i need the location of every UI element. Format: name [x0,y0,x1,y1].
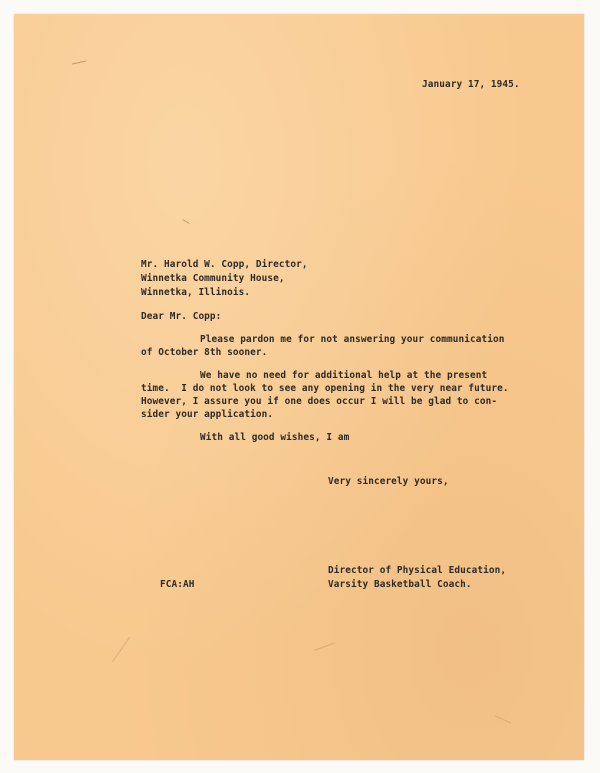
paragraph-2-line-1: We have no need for additional help at the present [200,370,488,381]
paper-mark [72,61,86,65]
recipient-line-2: Winnetka Community House, [141,273,285,284]
paragraph-3: With all good wishes, I am [200,432,350,443]
paragraph-1-line-2: of October 8th sooner. [141,347,268,358]
paragraph-2-line-3: However, I assure you if one does occur I will be glad to con- [141,396,498,407]
paper-mark [182,219,189,224]
paragraph-1-line-1: Please pardon me for not answering your communication [200,334,505,345]
signature-title-line-2: Varsity Basketball Coach. [328,579,472,590]
closing: Very sincerely yours, [328,476,449,487]
paper-mark [495,715,512,724]
recipient-line-1: Mr. Harold W. Copp, Director, [141,259,308,270]
signature-title-line-1: Director of Physical Education, [328,565,507,576]
paragraph-2-line-4: sider your application. [141,409,274,420]
recipient-line-3: Winnetka, Illinois. [141,287,251,298]
paper-mark [314,642,335,650]
letter-date: January 17, 1945. [422,79,520,90]
salutation: Dear Mr. Copp: [141,311,222,322]
paper-mark [112,637,130,662]
typist-initials: FCA:AH [160,579,195,590]
paragraph-2-line-2: time. I do not look to see any opening in the very near future. [141,383,509,394]
letter-paper [14,14,584,760]
